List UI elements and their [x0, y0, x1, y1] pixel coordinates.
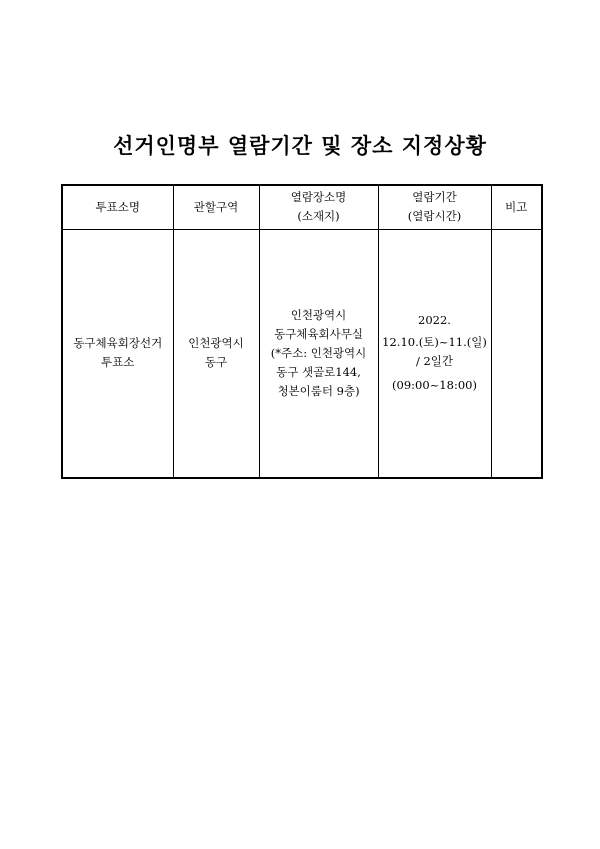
header-period-sublabel: (열람시간) — [407, 209, 462, 224]
page-title: 선거인명부 열람기간 및 장소 지정상황 — [113, 133, 487, 158]
district-line2: 동구 — [204, 355, 228, 370]
place-line2: 동구체육회사무실 — [274, 326, 363, 341]
header-station-label: 투표소명 — [95, 199, 140, 214]
place-line1: 인천광역시 — [290, 307, 347, 322]
header-district — [173, 185, 259, 229]
cell-remarks — [491, 229, 542, 478]
header-remarks — [491, 185, 542, 229]
period-line4: (09:00~18:00) — [392, 378, 477, 393]
period-line3: / 2일간 — [415, 354, 454, 369]
table-row — [62, 229, 542, 478]
place-line5: 청본이룸터 9층) — [277, 383, 360, 398]
station-name-line1: 동구체육회장선거 — [73, 336, 163, 351]
table-header-row — [62, 185, 542, 229]
cell-station — [62, 229, 173, 478]
header-remarks-label: 비고 — [505, 199, 528, 214]
place-line4: 동구 샛골로144, — [276, 364, 361, 379]
place-line3: (*주소: 인천광역시 — [270, 345, 367, 360]
designation-status-table — [61, 184, 543, 479]
header-station — [62, 185, 173, 229]
period-line1: 2022. — [418, 313, 451, 328]
cell-place — [259, 229, 378, 478]
header-district-label: 관할구역 — [193, 199, 239, 214]
cell-district — [173, 229, 259, 478]
header-period — [378, 185, 491, 229]
header-place-label: 열람장소명 — [290, 190, 347, 205]
header-period-label: 열람기간 — [412, 190, 457, 205]
period-line2: 12.10.(토)~11.(일) — [382, 335, 487, 350]
district-line1: 인천광역시 — [188, 336, 244, 351]
cell-period — [378, 229, 491, 478]
header-place-sublabel: (소재지) — [297, 209, 340, 224]
station-name-line2: 투표소 — [101, 355, 135, 370]
header-place — [259, 185, 378, 229]
